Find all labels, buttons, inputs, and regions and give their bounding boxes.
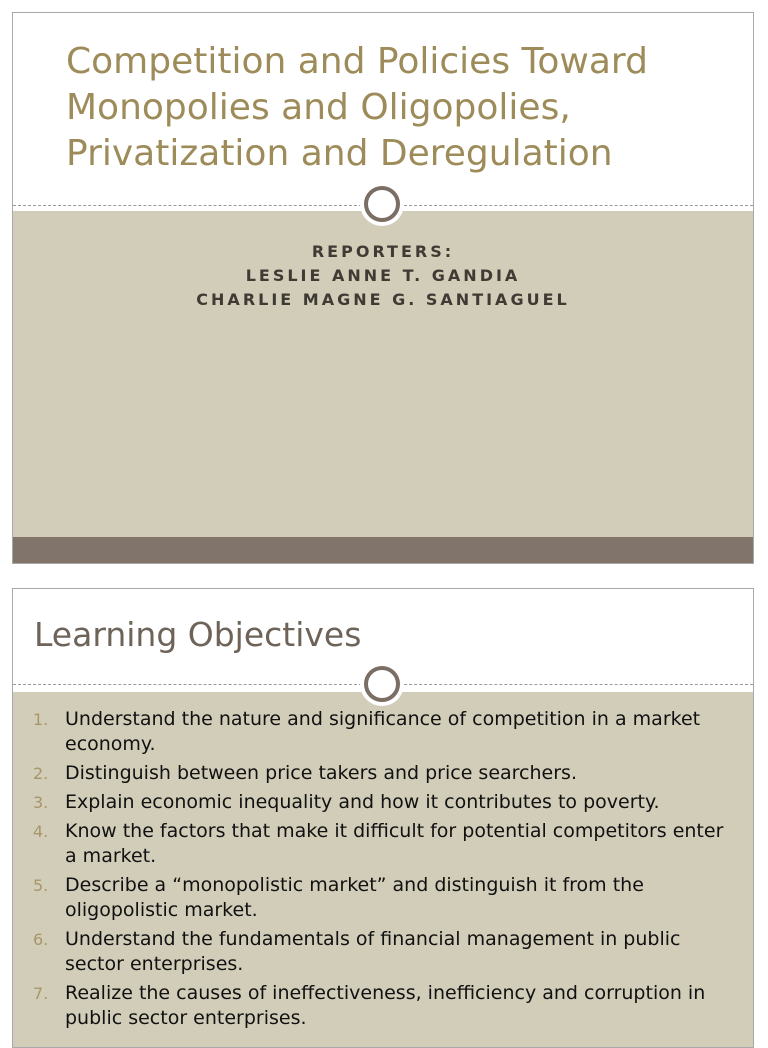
objectives-list bbox=[33, 707, 733, 1035]
list-number: 4. bbox=[33, 822, 49, 841]
list-text: Explain economic inequality and how it contributes to poverty. bbox=[65, 791, 660, 813]
list-number: 3. bbox=[33, 793, 49, 812]
slide-title-area bbox=[13, 13, 753, 205]
list-text: Know the factors that make it difficult for potential competitors enter a market. bbox=[65, 820, 724, 867]
footer-bar bbox=[13, 537, 753, 564]
list-item bbox=[33, 873, 733, 923]
slide-body bbox=[13, 692, 753, 1048]
objectives-slide bbox=[12, 588, 754, 1048]
list-number: 5. bbox=[33, 876, 49, 895]
slide-title: Competition and Policies Toward Monopolies and Oligopolies, Privatization and Deregulation bbox=[66, 41, 648, 174]
list-text: Understand the nature and significance of competition in a market economy. bbox=[65, 708, 701, 755]
list-item bbox=[33, 707, 733, 757]
list-text: Realize the causes of ineffectiveness, inefficiency and corruption in public sector enterprises. bbox=[65, 982, 706, 1029]
reporters-heading: REPORTERS: bbox=[311, 242, 455, 261]
list-number: 7. bbox=[33, 984, 49, 1003]
reporters-block bbox=[13, 240, 753, 312]
list-number: 2. bbox=[33, 764, 49, 783]
title-slide bbox=[12, 12, 754, 564]
circle-ornament-icon bbox=[364, 666, 400, 702]
list-text: Describe a “monopolistic market” and distinguish it from the oligopolistic market. bbox=[65, 874, 644, 921]
list-number: 6. bbox=[33, 930, 49, 949]
list-item bbox=[33, 819, 733, 869]
list-text: Distinguish between price takers and price searchers. bbox=[65, 762, 577, 784]
slide-title: Learning Objectives bbox=[34, 615, 362, 654]
list-text: Understand the fundamentals of financial management in public sector enterprises. bbox=[65, 928, 681, 975]
slide-body bbox=[13, 211, 753, 537]
list-item bbox=[33, 927, 733, 977]
list-item bbox=[33, 790, 733, 815]
reporter-name: LESLIE ANNE T. GANDIA bbox=[245, 266, 521, 285]
circle-ornament-icon bbox=[364, 186, 400, 222]
reporter-name: CHARLIE MAGNE G. SANTIAGUEL bbox=[196, 290, 570, 309]
list-item bbox=[33, 761, 733, 786]
list-number: 1. bbox=[33, 710, 49, 729]
